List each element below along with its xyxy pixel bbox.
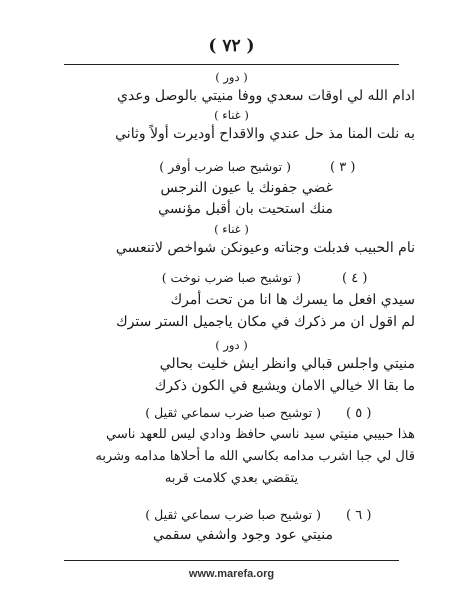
section-title: ( توشيح صبا ضرب نوخت ) (161, 270, 301, 285)
verse-line: يتقضي بعدي كلامت قربه (164, 471, 299, 486)
verse-line: ادام الله لي اوقات سعدي ووفا منيتي بالوصل وعدي (117, 88, 415, 104)
verse-line: منيتي عود وجود واشفي سقمي (152, 527, 333, 543)
verse-line: منيتي واجلس قبالي وانظر ايش خليت بحالي (159, 356, 415, 372)
footer-url[interactable]: www.marefa.org (188, 568, 275, 580)
section-title: ( توشيح صبا ضرب سماعي ثقيل ) (145, 507, 321, 522)
ghina-label: ( غناء ) (214, 108, 249, 122)
top-rule (64, 64, 399, 65)
section-title: ( توشيح صبا ضرب أوفر ) (159, 159, 291, 174)
page-number: ( ٧٢ ) (208, 36, 255, 56)
ghina-label: ( غناء ) (214, 222, 249, 236)
section-number: ( ٣ ) (330, 160, 356, 175)
dawr-label: ( دور ) (215, 338, 248, 352)
section-title: ( توشيح صبا ضرب سماعي ثقيل ) (145, 405, 321, 420)
verse-line: هذا حبيبي منيتي سيد ناسي حافظ ودادي ليس للعهد ناسي (106, 427, 415, 442)
section-number: ( ٤ ) (342, 271, 368, 286)
verse-line: منك استحيت بان أقبل مؤنسي (158, 201, 333, 217)
section-number: ( ٥ ) (346, 406, 372, 421)
verse-line: غضي جفونك يا عيون النرجس (160, 180, 333, 196)
bottom-rule (64, 560, 399, 561)
dawr-label: ( دور ) (215, 70, 248, 84)
verse-line: لم اقول ان مر ذكرك في مكان ياجميل الستر سترك (116, 314, 415, 330)
verse-line: قال لي جبا اشرب مدامه بكاسي الله ما أحلاها مدامه وشربه (95, 449, 415, 464)
section-number: ( ٦ ) (346, 508, 372, 523)
verse-line: ما بقا الا خيالي الامان ويشيع في الكون ذكرك (154, 378, 415, 394)
verse-line: نام الحبيب فدبلت وجناته وعيونكن شواخص لاتنعسي (115, 240, 415, 256)
verse-line: به نلت المنا مذ حل عندي والاقداح أوديرت أولاً وثاني (115, 126, 415, 142)
verse-line: سيدي افعل ما يسرك ها انا من تحت أمرك (170, 292, 415, 308)
